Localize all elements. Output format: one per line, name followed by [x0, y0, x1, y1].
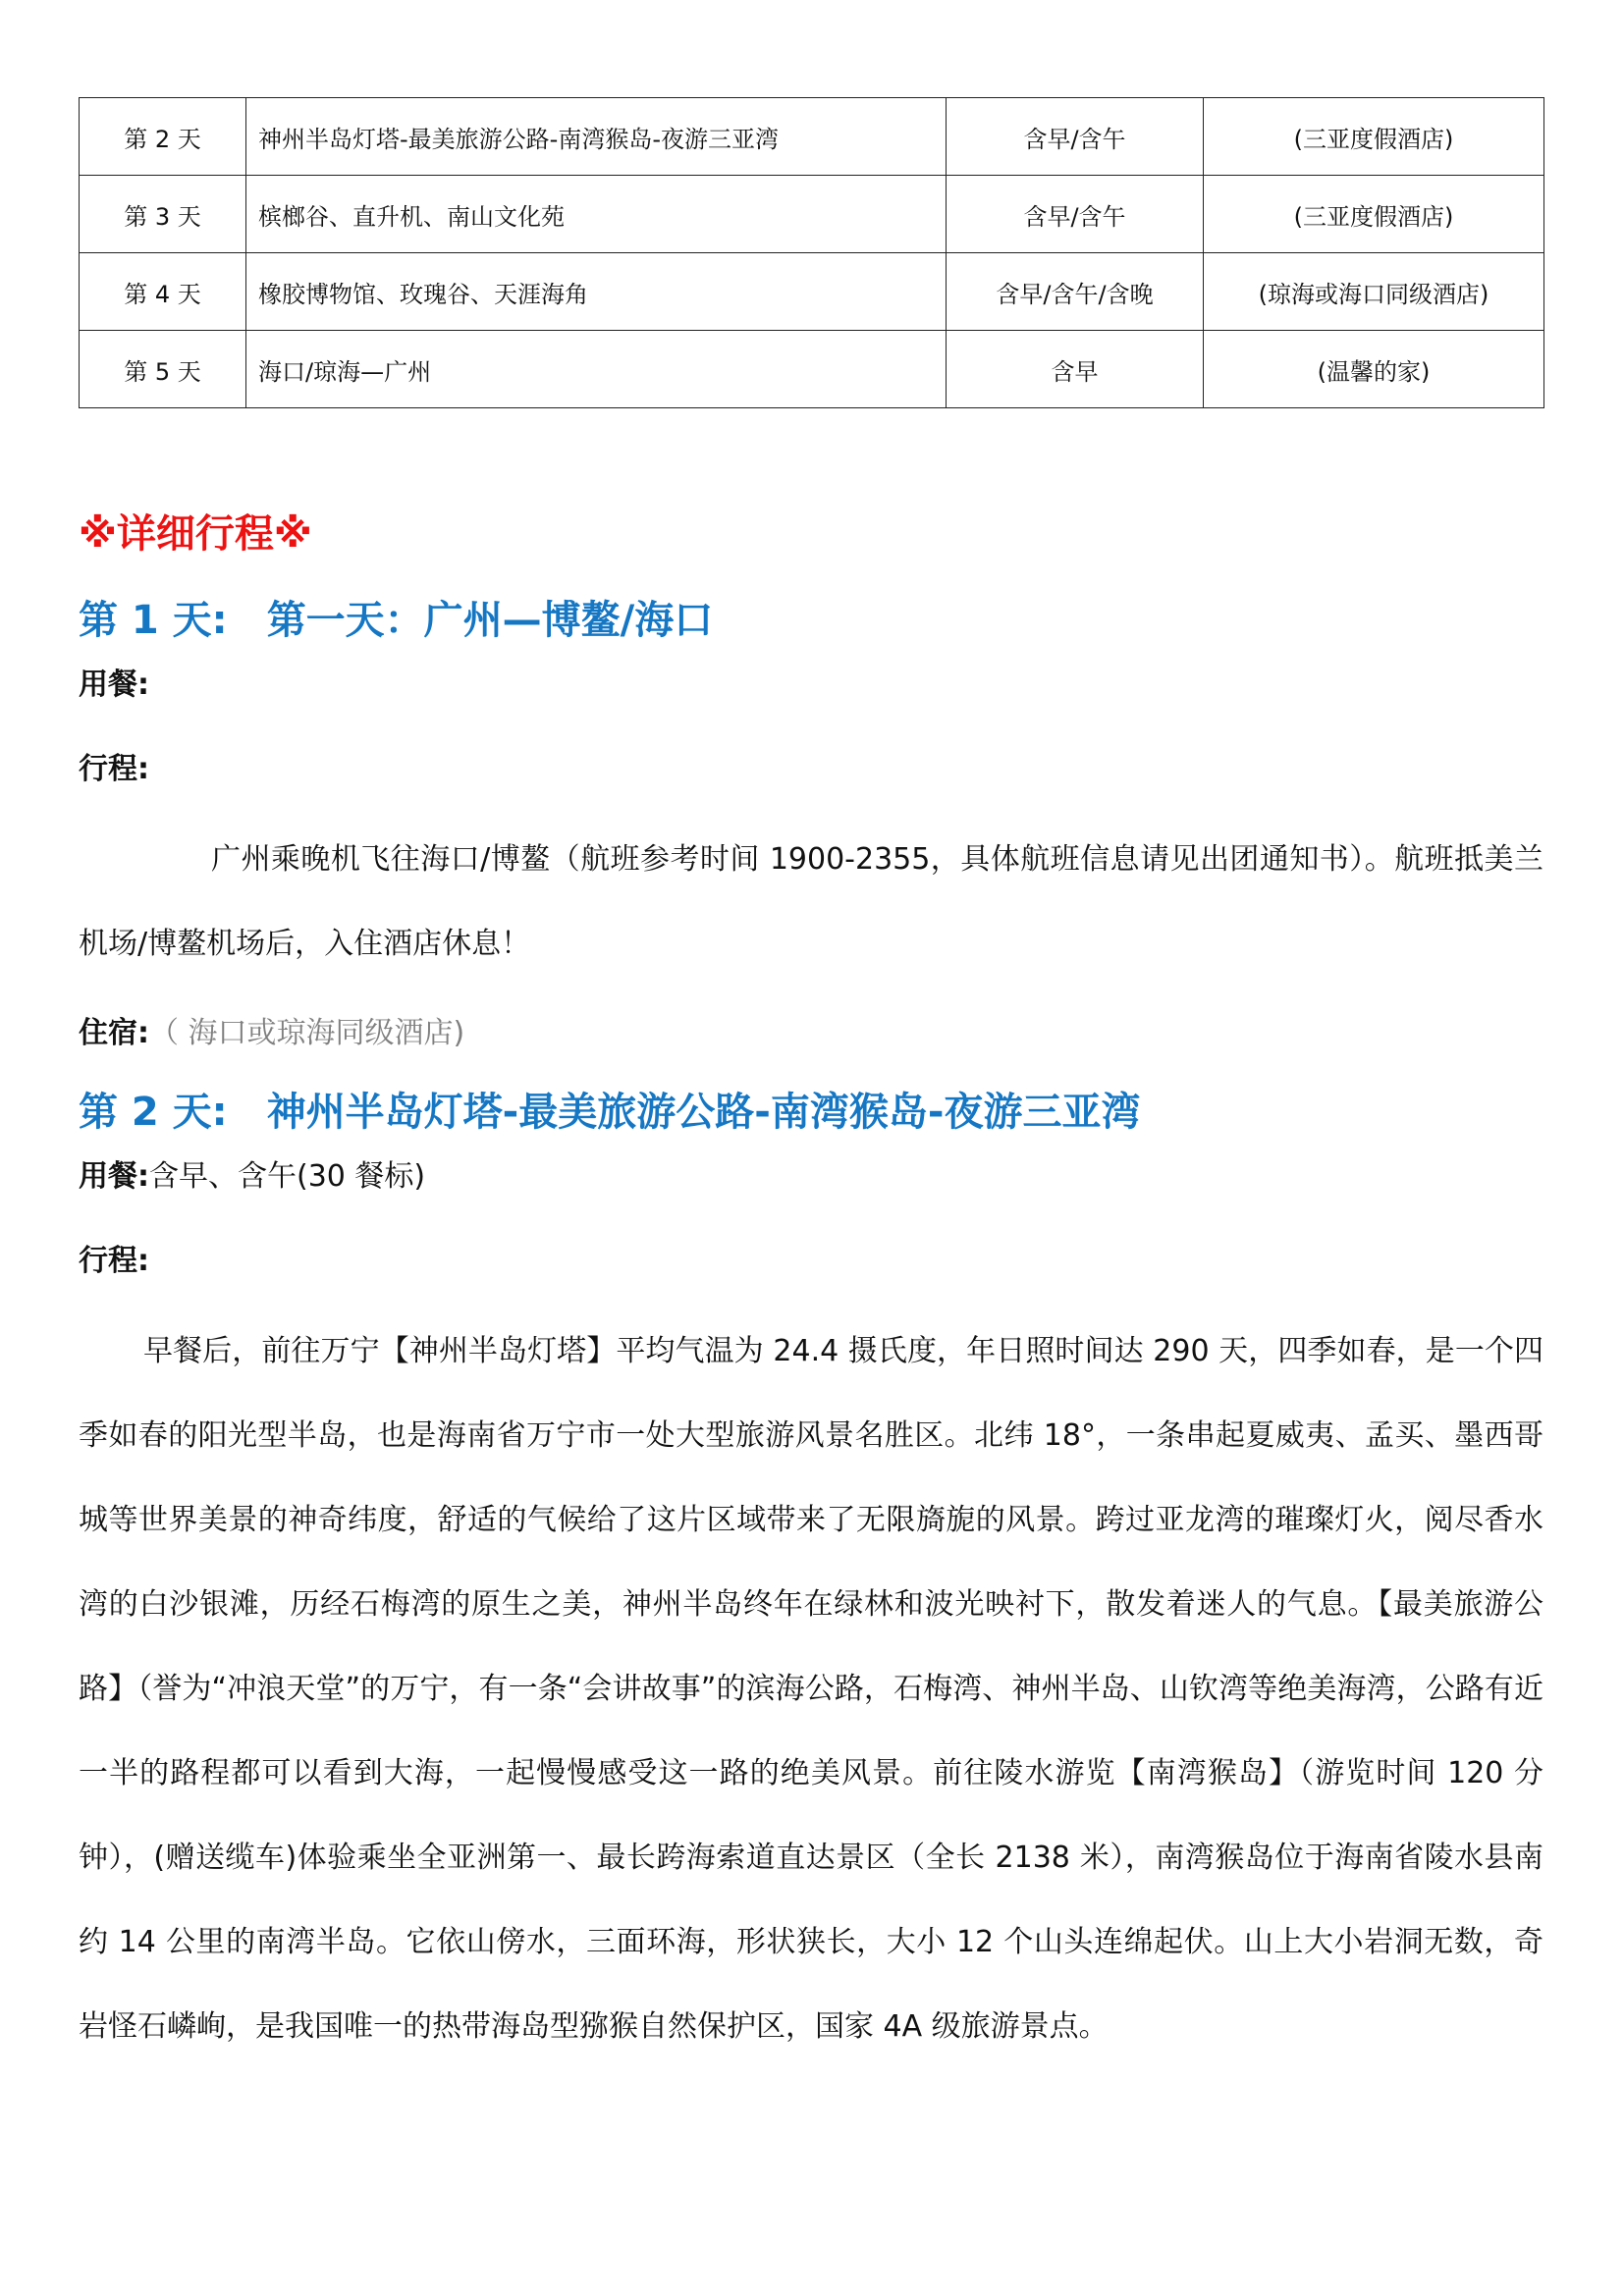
meal-cell: 含早/含午 [947, 176, 1204, 253]
day1-meal-label: 用餐: [79, 667, 149, 702]
hotel-cell: (三亚度假酒店) [1204, 98, 1544, 176]
meal-cell: 含早 [947, 331, 1204, 408]
schedule-table [79, 97, 1544, 408]
document-page [79, 97, 1543, 2069]
hotel-cell: (温馨的家) [1204, 331, 1544, 408]
hotel-cell: (三亚度假酒店) [1204, 176, 1544, 253]
day-cell: 第 5 天 [80, 331, 246, 408]
day1-meal-line [79, 666, 1543, 705]
hotel-cell: (琼海或海口同级酒店) [1204, 253, 1544, 331]
day1-lodging-label: 住宿: [79, 1016, 149, 1050]
table-row [80, 98, 1544, 176]
day-cell: 第 3 天 [80, 176, 246, 253]
day2-route-label: 行程: [79, 1244, 149, 1278]
meal-cell: 含早/含午/含晚 [947, 253, 1204, 331]
table-row [80, 176, 1544, 253]
day2-meal-value: 含早、含午(30 餐标) [149, 1159, 426, 1194]
day1-title [79, 597, 1543, 644]
day1-route-line [79, 750, 1543, 789]
day2-meal-label: 用餐: [79, 1159, 149, 1194]
day2-title-day: 第 2 天: [79, 1090, 228, 1135]
day-cell: 第 2 天 [80, 98, 246, 176]
day1-description: 广州乘晚机飞往海口/博鳌（航班参考时间 1900-2355，具体航班信息请见出团通知书）。航班抵美兰机场/博鳌机场后，入住酒店休息！ [79, 842, 1543, 961]
detail-heading: ※详细行程※ [79, 511, 312, 557]
day2-description: 早餐后，前往万宁【神州半岛灯塔】平均气温为 24.4 摄氏度，年日照时间达 290 天，四季如春，是一个四季如春的阳光型半岛，也是海南省万宁市一处大型旅游风景名胜区。北纬 18°，一条串起夏威夷、孟买、墨西哥城等世界美景的神奇纬度，舒适的气候给了这片区域带来了无限旖旎的风景。跨过亚龙湾的璀璨灯火，阅尽香水湾的白沙银滩，历经石梅湾的原生之美，神州半岛终年在绿林和波光映衬下，散发着迷人的气息。【最美旅游公路】（誉为“冲浪天堂”的万宁，有一条“会讲故事”的滨海公路，石梅湾、神州半岛、山钦湾等绝美海湾，公路有近一半的路程都可以看到大海，一起慢慢感受这一路的绝美风景。前往陵水游览【南湾猴岛】（游览时间 120 分钟），(赠送缆车)体验乘坐全亚洲第一、最长跨海索道直达景区（全长 2138 米），南湾猴岛位于海南省陵水县南约 14 公里的南湾半岛。它依山傍水，三面环海，形状狭长，大小 12 个山头连绵起伏。山上大小岩洞无数，奇岩怪石嶙峋，是我国唯一的热带海岛型猕猴自然保护区，国家 4A 级旅游景点。 [79, 1334, 1543, 2044]
meal-cell: 含早/含午 [947, 98, 1204, 176]
route-cell: 槟榔谷、直升机、南山文化苑 [246, 176, 947, 253]
day2-route-line [79, 1242, 1543, 1281]
day-cell: 第 4 天 [80, 253, 246, 331]
day1-title-day: 第 1 天: [79, 598, 228, 643]
day1-lodging-value: （ 海口或琼海同级酒店) [149, 1016, 465, 1050]
table-row [80, 331, 1544, 408]
day2-title [79, 1089, 1543, 1136]
day1-route-label: 行程: [79, 752, 149, 786]
route-cell: 海口/琼海—广州 [246, 331, 947, 408]
day2-meal-line [79, 1157, 1543, 1197]
day1-lodging-line [79, 1014, 1543, 1053]
route-cell: 橡胶博物馆、玫瑰谷、天涯海角 [246, 253, 947, 331]
day1-title-route: 第一天：广州—博鳌/海口 [266, 598, 714, 643]
table-row [80, 253, 1544, 331]
day2-title-route: 神州半岛灯塔-最美旅游公路-南湾猴岛-夜游三亚湾 [266, 1090, 1141, 1135]
route-cell: 神州半岛灯塔-最美旅游公路-南湾猴岛-夜游三亚湾 [246, 98, 947, 176]
